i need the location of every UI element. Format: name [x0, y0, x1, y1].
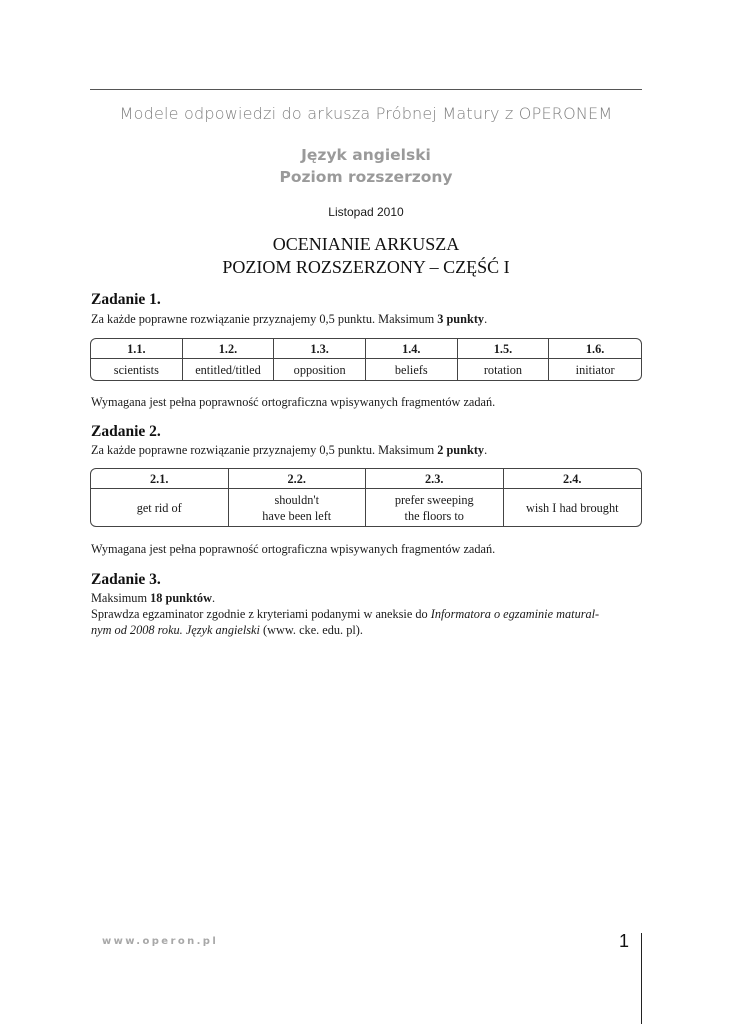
task3-max-line: [91, 590, 646, 606]
series-title: Modele odpowiedzi do arkusza Próbnej Matury z OPERONEM: [119, 104, 613, 123]
task3-criteria-line-2: [91, 622, 646, 638]
column-header: 1.1.: [91, 339, 183, 359]
task1-instruction: [91, 311, 646, 327]
answer-cell: [504, 489, 642, 526]
subject-name: Język angielski: [301, 146, 431, 164]
answer-cell: rotation: [458, 359, 550, 380]
column-header: 1.4.: [366, 339, 458, 359]
task3-criteria-text: Sprawdza egzaminator zgodnie z kryteriami podanymi w aneksie do: [91, 607, 431, 621]
answer-cell: opposition: [274, 359, 366, 380]
task2-instruction-end: .: [484, 443, 488, 457]
column-header: 1.2.: [183, 339, 275, 359]
answer-line: wish I had brought: [525, 500, 619, 515]
page-title-line-1: OCENIANIE ARKUSZA: [272, 234, 460, 254]
task3-heading: Zadanie 3.: [91, 571, 161, 588]
answer-line: prefer sweeping: [394, 492, 474, 507]
task3-max-label: Maksimum: [91, 591, 151, 605]
task2-heading: Zadanie 2.: [91, 423, 161, 440]
answer-cell: [91, 489, 229, 526]
footer-vertical-rule: [641, 933, 642, 1024]
table-header-row: [91, 469, 641, 489]
answer-line: have been left: [262, 508, 332, 523]
task3-max-end: .: [211, 591, 216, 605]
column-header: 2.3.: [366, 469, 504, 489]
task1-instruction-end: .: [484, 312, 488, 326]
table-row: [91, 359, 641, 380]
task2-answer-table: [90, 468, 642, 527]
answer-line: shouldn't: [274, 492, 320, 507]
table-header-row: [91, 339, 641, 359]
answer-cell: entitled/titled: [183, 359, 275, 380]
top-divider: [90, 89, 642, 90]
task3-source-title: Informatora o egzaminie matural-: [430, 607, 600, 621]
exam-date: Listopad 2010: [328, 205, 404, 219]
column-header: 1.6.: [549, 339, 641, 359]
answer-cell: [229, 489, 367, 526]
task1-instruction-text: Za każde poprawne rozwiązanie przyznajemy 0,5 punktu. Maksimum: [91, 312, 438, 326]
task2-instruction-text: Za każde poprawne rozwiązanie przyznajemy 0,5 punktu. Maksimum: [91, 443, 438, 457]
column-header: 2.4.: [504, 469, 642, 489]
task3-source-url: (www. cke. edu. pl).: [259, 623, 363, 637]
task3-text: [91, 590, 646, 638]
task1-heading: Zadanie 1.: [91, 291, 161, 308]
footer-website: www.operon.pl: [102, 936, 219, 947]
column-header: 1.5.: [458, 339, 550, 359]
column-header: 2.2.: [229, 469, 367, 489]
column-header: 1.3.: [274, 339, 366, 359]
task2-spelling-note: Wymagana jest pełna poprawność ortograficzna wpisywanych fragmentów zadań.: [91, 542, 496, 556]
answer-cell: scientists: [91, 359, 183, 380]
task1-answer-table: [90, 338, 642, 381]
page-title: [90, 233, 642, 279]
subject-level: Poziom rozszerzony: [279, 168, 453, 186]
table-row: [91, 489, 641, 526]
task3-source-title-cont: nym od 2008 roku. Język angielski: [91, 623, 260, 637]
answer-cell: initiator: [575, 362, 615, 377]
answer-cell: [366, 489, 504, 526]
page-number: 1: [619, 931, 630, 951]
task2-instruction: [91, 442, 646, 458]
answer-cell: beliefs: [366, 359, 458, 380]
answer-line: get rid of: [136, 500, 182, 515]
column-header: 2.1.: [91, 469, 229, 489]
task1-max-points: 3 punkty: [437, 312, 485, 326]
task1-spelling-note: Wymagana jest pełna poprawność ortograficzna wpisywanych fragmentów zadań.: [91, 395, 496, 409]
subject-block: [90, 144, 642, 188]
task2-max-points: 2 punkty: [437, 443, 485, 457]
task3-criteria-line-1: [91, 606, 646, 622]
answer-line: the floors to: [404, 508, 464, 523]
task3-max-points: 18 punktów: [150, 591, 212, 605]
page-title-line-2: POZIOM ROZSZERZONY – CZĘŚĆ I: [222, 257, 510, 277]
